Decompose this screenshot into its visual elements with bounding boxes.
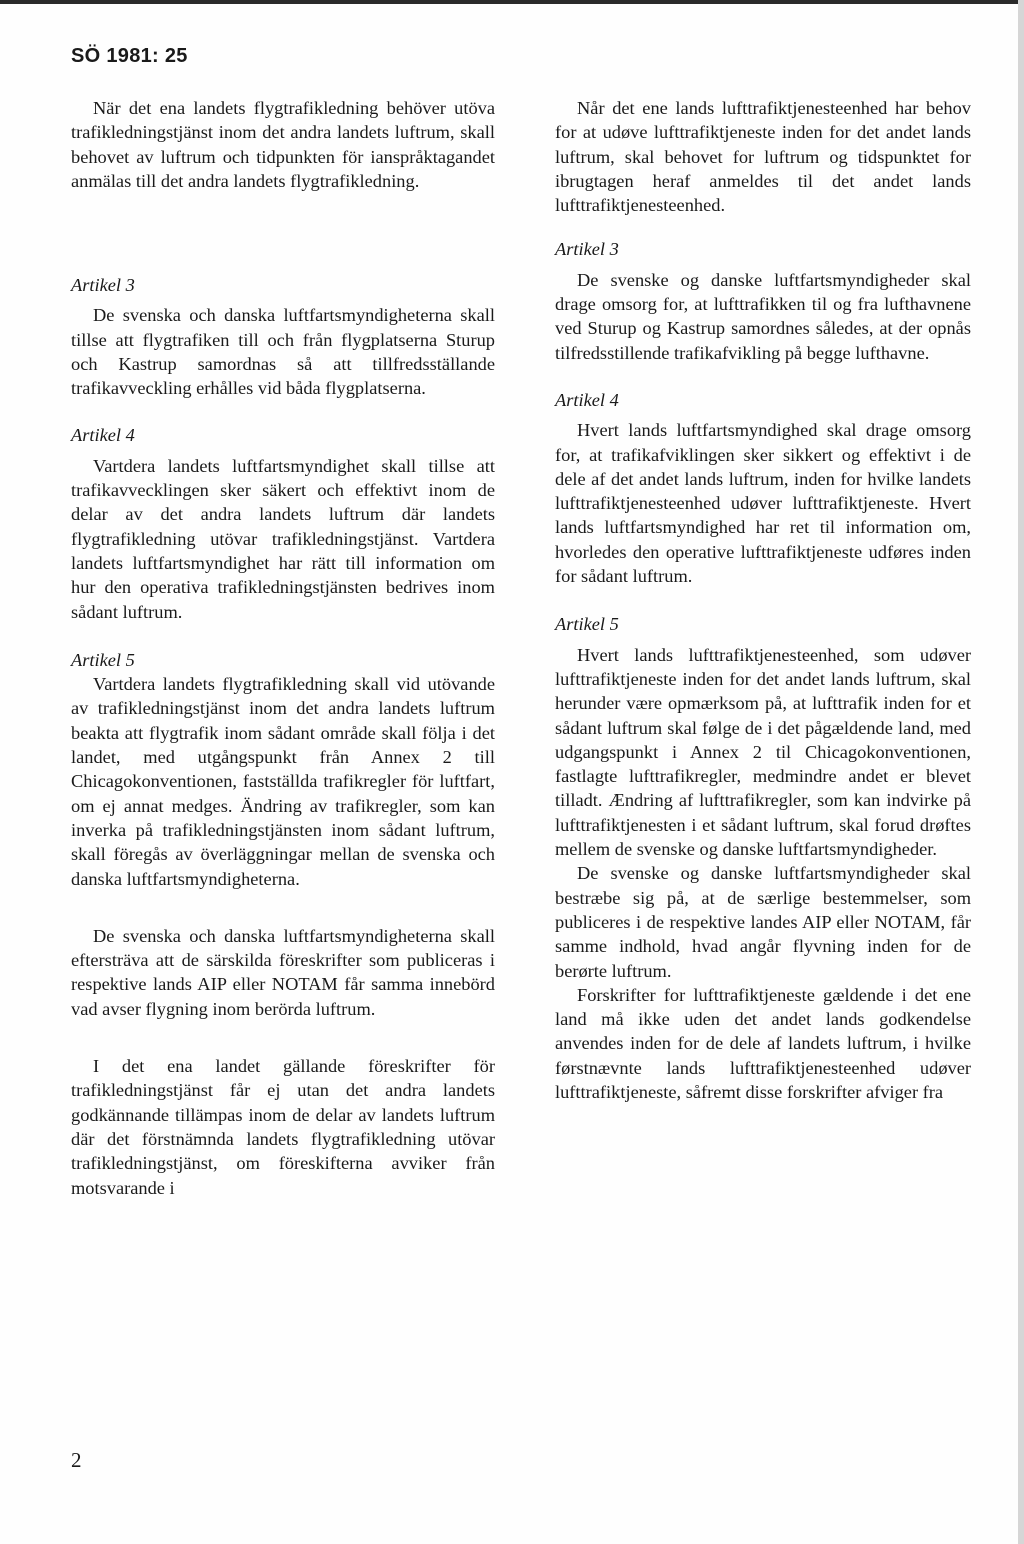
left-article-4-paragraph: Vartdera landets luftfartsmyndighet skall tillse att trafikavvecklingen sker säkert och effektivt inom de delar av det andra landets luftrum där landets flygtrafikledning utövar trafikledningstjänst. Vartdera landets luftfartsmyndighet har rätt till information om hur den operativa trafikledningstjänsten bedrives inom sådant luftrum. xyxy=(71,455,495,622)
right-article-5-paragraph-2: De svenske og danske luftfartsmyndigheder skal bestræbe sig på, at de særlige bestemmelser, som publiceres i de respektive landes AIP eller NOTAM, får samme indhold, hvad angår flyvning inden for de berørte luftrum. xyxy=(555,863,971,981)
right-article-3-heading: Artikel 3 xyxy=(555,239,619,260)
left-article-3-heading: Artikel 3 xyxy=(71,275,135,295)
top-rule xyxy=(0,0,1024,4)
left-article-5-heading: Artikel 5 xyxy=(71,649,135,670)
right-article-4-heading: Artikel 4 xyxy=(555,389,619,410)
right-article-5-heading: Artikel 5 xyxy=(555,614,619,635)
right-article-4-paragraph: Hvert lands luftfartsmyndighed skal drage omsorg for, at trafikafviklingen sker sikkert og effektivt i de dele af det andet lands luftrum, inden for hvilke landets lufttrafiktjenesteenhed udøver lufttrafiktjeneste. Hvert lands luftfartsmyndighed har ret til information om, hvorledes den operative lufttrafiktjeneste udføres inden for sådant luftrum. xyxy=(555,420,971,587)
left-article-5-paragraph-1: Vartdera landets flygtrafikledning skall vid utövande av trafikledningstjänst inom det andra landets luftrum beakta att flygtrafik inom sådant område skall följa i det landet, med utgångspunkt från Annex 2 till Chicagokonventionen, fastställda trafikregler för luftfart, om ej annat medges. Ändring av trafikregler, som kan inverka på trafikledningstjänsten inom sådant luftrum, skall föregås av överläggningar mellan de svenska och danska luftfartsmyndigheterna. xyxy=(71,674,495,889)
left-article-5-paragraph-3: I det ena landet gällande föreskrifter för trafikledningstjänst får ej utan det andra landets godkännande tillämpas inom de delar av landets luftrum där det förstnämnda landets flygtrafikledning utövar trafikledningstjänst, om föreskifterna avviker från motsvarande i xyxy=(71,1056,495,1198)
document-id: SÖ 1981: 25 xyxy=(71,45,188,67)
page-number: 2 xyxy=(71,1448,82,1472)
right-article-5-paragraph-1: Hvert lands lufttrafiktjenesteenhed, som udøver lufttrafiktjeneste inden for det andet lands luftrum, skal herunder være opmærksom på, at lufttrafik inden for et sådant luftrum skal følge de i det pågældende land, med udgangspunkt i Annex 2 til Chicagokonventionen, fastlagte lufttrafikregler, medmindre andet er blevet tilladt. Ændring af lufttrafikregler, som kan indvirke på lufttrafiktjenesten i et sådant luftrum, skal forud drøftes mellem de svenske og danske luftfartsmyndigheder. xyxy=(555,644,971,860)
left-article-4-heading: Artikel 4 xyxy=(71,425,135,446)
left-intro-paragraph: När det ena landets flygtrafikledning behöver utöva trafikledningstjänst inom det andra landets luftrum, skall behovet av luftrum och tidpunkten för ianspråktagandet anmälas till det andra landets flygtrafikledning. xyxy=(71,98,495,191)
left-column-swedish xyxy=(71,96,495,1200)
right-intro-paragraph: Når det ene lands lufttrafiktjenesteenhed har behov for at udøve lufttrafiktjeneste inden for det andet lands luftrum, skal behovet for luftrum og tidspunktet for ibrugtagen heraf anmeldes til det andet lands lufttrafiktjenesteenhed. xyxy=(555,98,971,216)
left-article-5-paragraph-2: De svenska och danska luftfartsmyndigheterna skall eftersträva att de särskilda föreskrifter som publiceras i respektive lands AIP eller NOTAM får samma innebörd vad avser flygning inom berörda luftrum. xyxy=(71,925,495,1019)
page-edge-shadow xyxy=(1018,0,1024,1544)
right-article-5-paragraph-3: Forskrifter for lufttrafiktjeneste gældende i det ene land må ikke uden det andet lands godkendelse anvendes inden for de dele af landets luftrum, i hvilke førstnævnte lands lufttrafiktjenesteenhed udøver lufttrafiktjeneste, såfremt disse forskrifter afviger fra xyxy=(555,984,971,1102)
right-column-danish xyxy=(555,96,971,1104)
left-article-3-paragraph: De svenska och danska luftfartsmyndigheterna skall tillse att flygtrafiken till och från flygplatserna Sturup och Kastrup samordnas så att tillfredsställande trafikavveckling erhålles vid båda flygplatserna. xyxy=(71,305,495,399)
right-article-3-paragraph: De svenske og danske luftfartsmyndigheder skal drage omsorg for, at lufttrafikken til og fra lufthavnene ved Sturup og Kastrup samordnes således, at der opnås tilfredsstillende trafikafvikling på begge lufthavne. xyxy=(555,269,971,363)
